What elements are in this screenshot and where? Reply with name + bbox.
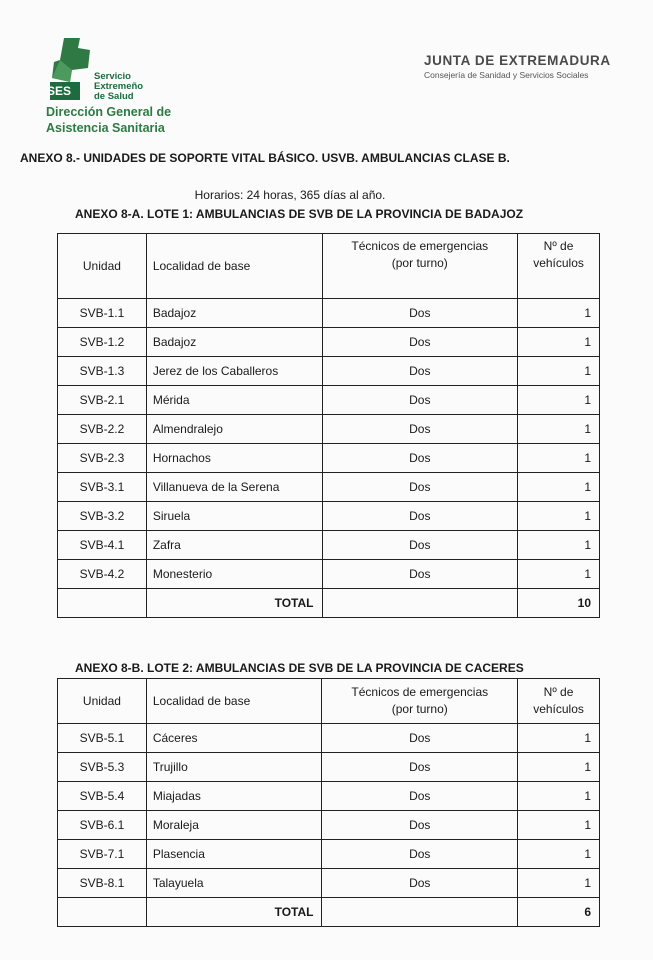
cell-tecnicos: Dos	[322, 328, 518, 357]
cell-unidad: SVB-5.3	[58, 753, 147, 782]
table-row	[58, 531, 600, 560]
header-unidad: Unidad	[58, 679, 147, 724]
table-row	[58, 444, 600, 473]
cell-tecnicos: Dos	[322, 560, 518, 589]
table-row	[58, 869, 600, 898]
header-vehiculos	[518, 234, 600, 299]
cell-localidad: Zafra	[146, 531, 322, 560]
cell-localidad: Almendralejo	[146, 415, 322, 444]
cell-tecnicos: Dos	[322, 724, 518, 753]
cell-vehiculos: 1	[518, 724, 600, 753]
total-label: TOTAL	[146, 589, 322, 618]
cell-tecnicos: Dos	[322, 444, 518, 473]
dg-title-line: Asistencia Sanitaria	[46, 121, 165, 135]
cell-unidad: SVB-4.2	[58, 560, 147, 589]
cell-vehiculos: 1	[518, 328, 600, 357]
cell-tecnicos: Dos	[322, 869, 518, 898]
anexo-title: ANEXO 8.- UNIDADES DE SOPORTE VITAL BÁSICO. USVB. AMBULANCIAS CLASE B.	[20, 151, 510, 165]
cell-vehiculos: 1	[518, 415, 600, 444]
header-unidad: Unidad	[58, 234, 147, 299]
cell-unidad: SVB-2.3	[58, 444, 147, 473]
cell-localidad: Badajoz	[146, 328, 322, 357]
table-header-row	[58, 679, 600, 724]
cell-localidad: Trujillo	[146, 753, 322, 782]
cell-vehiculos: 1	[518, 782, 600, 811]
lote2-title: ANEXO 8-B. LOTE 2: AMBULANCIAS DE SVB DE LA PROVINCIA DE CACERES	[75, 661, 524, 675]
cell-vehiculos: 1	[518, 502, 600, 531]
cell-localidad: Miajadas	[146, 782, 322, 811]
cell-vehiculos: 1	[518, 840, 600, 869]
cell-localidad: Siruela	[146, 502, 322, 531]
total-blank-cell	[322, 589, 518, 618]
cell-localidad: Moraleja	[146, 811, 322, 840]
header-tecnicos-line: Técnicos de emergencias	[351, 685, 489, 699]
total-label: TOTAL	[146, 898, 322, 927]
table-row	[58, 415, 600, 444]
total-row	[58, 589, 600, 618]
table-row	[58, 328, 600, 357]
cell-tecnicos: Dos	[322, 782, 518, 811]
header-tecnicos-line: (por turno)	[391, 702, 448, 716]
ses-name-line: Servicio	[94, 71, 131, 82]
cell-tecnicos: Dos	[322, 502, 518, 531]
total-blank-cell	[58, 589, 147, 618]
table-row	[58, 753, 600, 782]
cell-tecnicos: Dos	[322, 531, 518, 560]
cell-unidad: SVB-6.1	[58, 811, 147, 840]
total-row	[58, 898, 600, 927]
table-row	[58, 840, 600, 869]
cell-localidad: Plasencia	[146, 840, 322, 869]
cell-localidad: Badajoz	[146, 299, 322, 328]
cell-localidad: Jerez de los Caballeros	[146, 357, 322, 386]
cell-localidad: Mérida	[146, 386, 322, 415]
cell-unidad: SVB-2.1	[58, 386, 147, 415]
cell-localidad: Villanueva de la Serena	[146, 473, 322, 502]
junta-header	[424, 53, 624, 80]
cell-vehiculos: 1	[518, 444, 600, 473]
lote1-table-body	[58, 234, 600, 618]
ses-logo	[44, 38, 194, 138]
dg-title-line: Dirección General de	[46, 105, 172, 119]
ses-name-line: Extremeño	[94, 81, 144, 92]
lote2-table-body	[58, 679, 600, 927]
table-row	[58, 811, 600, 840]
header-localidad: Localidad de base	[146, 679, 322, 724]
cell-vehiculos: 1	[518, 753, 600, 782]
table-row	[58, 560, 600, 589]
total-value: 10	[518, 589, 600, 618]
table-row	[58, 724, 600, 753]
cell-vehiculos: 1	[518, 531, 600, 560]
cell-tecnicos: Dos	[322, 753, 518, 782]
cell-vehiculos: 1	[518, 386, 600, 415]
cell-vehiculos: 1	[518, 560, 600, 589]
total-blank-cell	[322, 898, 518, 927]
cell-unidad: SVB-3.2	[58, 502, 147, 531]
table-header-row	[58, 234, 600, 299]
cell-tecnicos: Dos	[322, 357, 518, 386]
cell-vehiculos: 1	[518, 811, 600, 840]
cell-unidad: SVB-7.1	[58, 840, 147, 869]
cell-tecnicos: Dos	[322, 415, 518, 444]
table-row	[58, 299, 600, 328]
cell-unidad: SVB-2.2	[58, 415, 147, 444]
header-vehiculos-line: vehículos	[533, 702, 584, 716]
table-row	[58, 782, 600, 811]
cell-tecnicos: Dos	[322, 811, 518, 840]
total-blank-cell	[58, 898, 147, 927]
cell-unidad: SVB-1.2	[58, 328, 147, 357]
cell-localidad: Monesterio	[146, 560, 322, 589]
horarios-text: Horarios: 24 horas, 365 días al año.	[194, 188, 386, 202]
header-localidad: Localidad de base	[146, 234, 322, 299]
cell-unidad: SVB-4.1	[58, 531, 147, 560]
cell-vehiculos: 1	[518, 869, 600, 898]
table-row	[58, 357, 600, 386]
header-vehiculos	[518, 679, 600, 724]
cell-unidad: SVB-1.1	[58, 299, 147, 328]
header-tecnicos-line: (por turno)	[391, 256, 448, 270]
ses-name-line: de Salud	[94, 91, 134, 102]
header-vehiculos-line: vehículos	[533, 256, 584, 270]
header-vehiculos-line: Nº de	[543, 685, 574, 699]
cell-unidad: SVB-3.1	[58, 473, 147, 502]
lote2-table	[57, 678, 600, 927]
cell-localidad: Cáceres	[146, 724, 322, 753]
total-value: 6	[518, 898, 600, 927]
cell-vehiculos: 1	[518, 299, 600, 328]
header-tecnicos	[322, 234, 518, 299]
table-row	[58, 502, 600, 531]
cell-unidad: SVB-5.4	[58, 782, 147, 811]
cell-unidad: SVB-8.1	[58, 869, 147, 898]
cell-vehiculos: 1	[518, 357, 600, 386]
cell-tecnicos: Dos	[322, 840, 518, 869]
cell-tecnicos: Dos	[322, 473, 518, 502]
cell-localidad: Talayuela	[146, 869, 322, 898]
cell-unidad: SVB-1.3	[58, 357, 147, 386]
dg-title	[46, 104, 171, 136]
lote1-title: ANEXO 8-A. LOTE 1: AMBULANCIAS DE SVB DE LA PROVINCIA DE BADAJOZ	[75, 207, 524, 221]
lote1-table	[57, 233, 600, 618]
header-tecnicos-line: Técnicos de emergencias	[351, 239, 489, 253]
junta-title: JUNTA DE EXTREMADURA	[424, 53, 611, 68]
junta-subtitle: Consejería de Sanidad y Servicios Sociales	[424, 70, 589, 80]
table-row	[58, 473, 600, 502]
cell-tecnicos: Dos	[322, 299, 518, 328]
header-vehiculos-line: Nº de	[543, 239, 574, 253]
cell-unidad: SVB-5.1	[58, 724, 147, 753]
cell-tecnicos: Dos	[322, 386, 518, 415]
ses-abbr: SES	[47, 84, 72, 98]
table-row	[58, 386, 600, 415]
header-tecnicos	[322, 679, 518, 724]
ses-name	[94, 72, 143, 102]
cell-vehiculos: 1	[518, 473, 600, 502]
cell-localidad: Hornachos	[146, 444, 322, 473]
